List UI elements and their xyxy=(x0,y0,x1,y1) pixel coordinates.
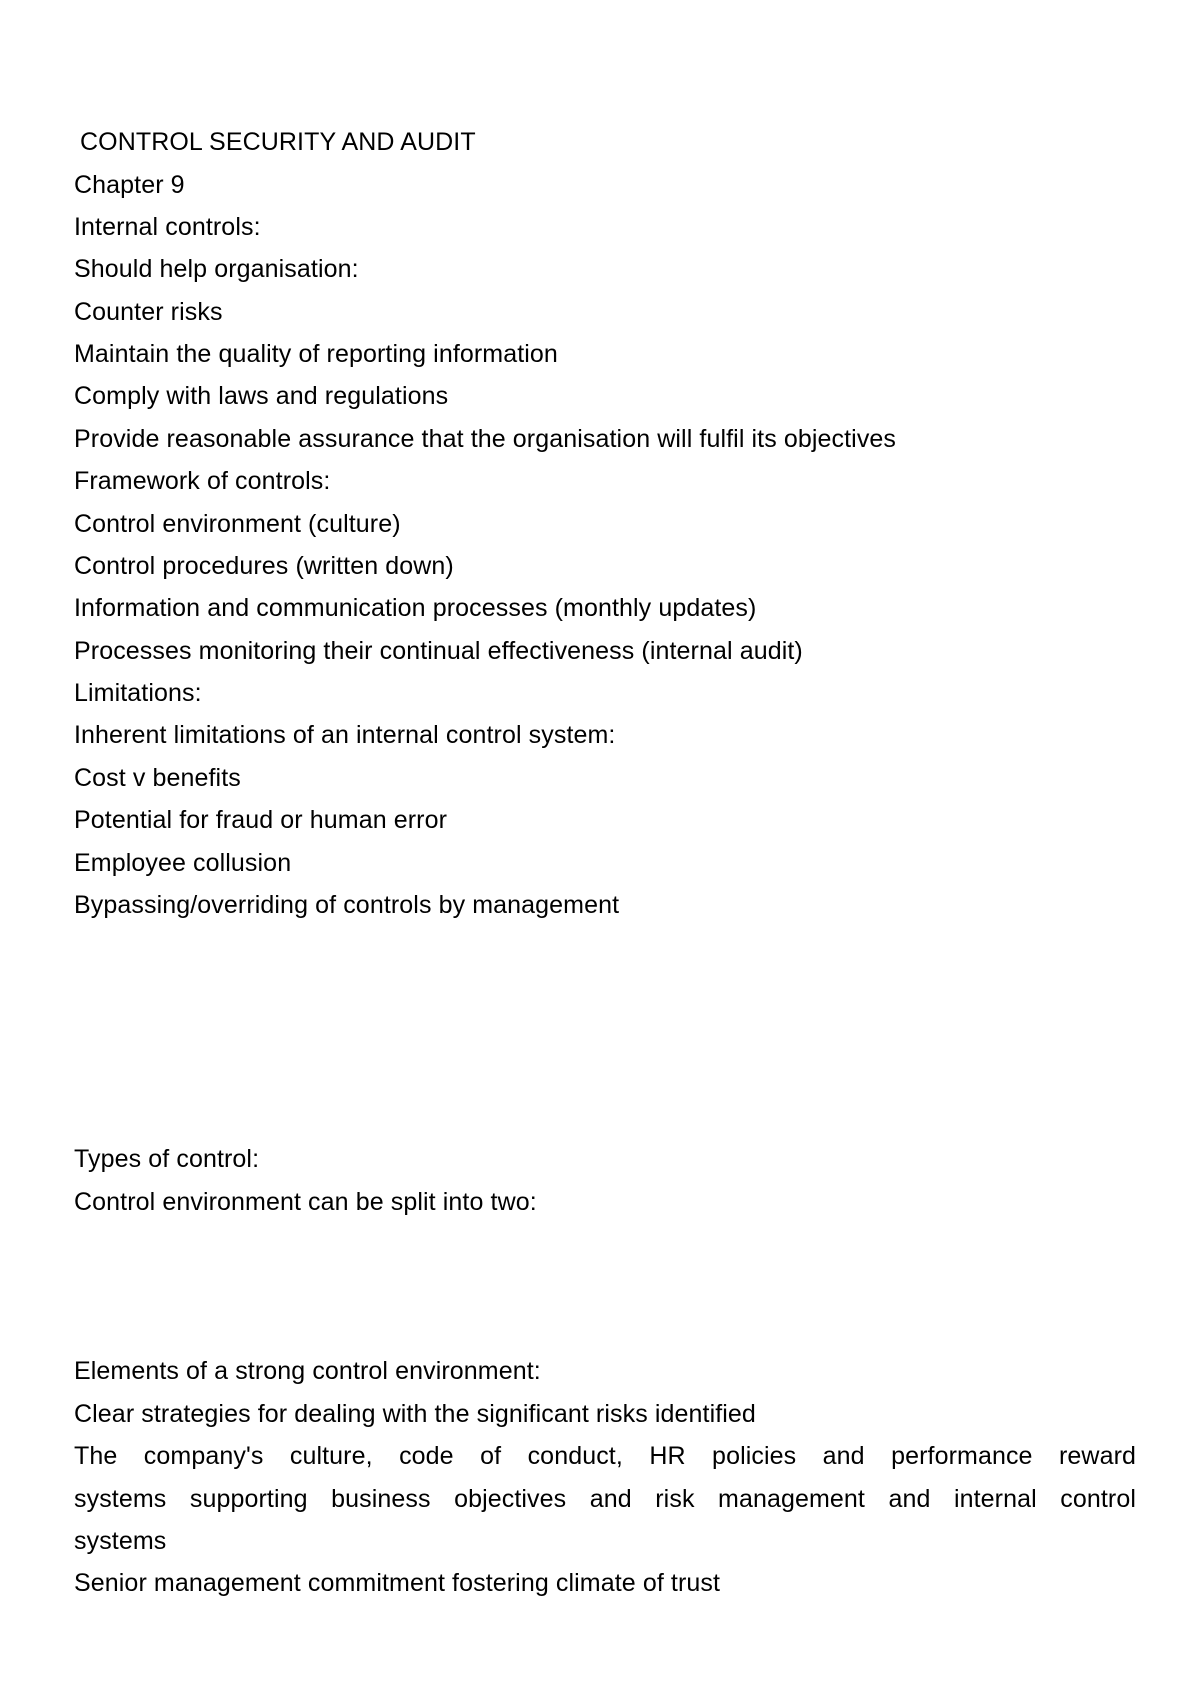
limitations-item: Cost v benefits xyxy=(74,764,241,792)
chapter-label: Chapter 9 xyxy=(74,171,185,199)
framework-item: Control environment (culture) xyxy=(74,510,401,538)
strong-environment-item: Clear strategies for dealing with the significant risks identified xyxy=(74,1400,756,1428)
strong-environment-item: systems supporting business objectives and risk management and internal control xyxy=(74,1485,1136,1513)
framework-heading: Framework of controls: xyxy=(74,467,331,495)
internal-controls-heading: Internal controls: xyxy=(74,213,261,241)
framework-item: Information and communication processes (monthly updates) xyxy=(74,594,757,622)
limitations-item: Employee collusion xyxy=(74,849,292,877)
strong-environment-item: systems xyxy=(74,1527,167,1555)
internal-controls-item: Provide reasonable assurance that the organisation will fulfil its objectives xyxy=(74,425,897,453)
strong-environment-item: The company's culture, code of conduct, HR policies and performance reward xyxy=(74,1442,1136,1470)
limitations-subheading: Inherent limitations of an internal control system: xyxy=(74,721,616,749)
internal-controls-item: Counter risks xyxy=(74,298,223,326)
internal-controls-item: Comply with laws and regulations xyxy=(74,382,449,410)
internal-controls-subheading: Should help organisation: xyxy=(74,255,359,283)
internal-controls-item: Maintain the quality of reporting information xyxy=(74,340,558,368)
strong-environment-heading: Elements of a strong control environment: xyxy=(74,1357,541,1385)
limitations-item: Bypassing/overriding of controls by management xyxy=(74,891,620,919)
document-title: CONTROL SECURITY AND AUDIT xyxy=(80,128,476,156)
limitations-item: Potential for fraud or human error xyxy=(74,806,448,834)
framework-item: Control procedures (written down) xyxy=(74,552,454,580)
types-of-control-heading: Types of control: xyxy=(74,1145,260,1173)
strong-environment-item: Senior management commitment fostering climate of trust xyxy=(74,1569,721,1597)
framework-item: Processes monitoring their continual effectiveness (internal audit) xyxy=(74,637,803,665)
limitations-heading: Limitations: xyxy=(74,679,202,707)
types-of-control-text: Control environment can be split into two: xyxy=(74,1188,537,1216)
